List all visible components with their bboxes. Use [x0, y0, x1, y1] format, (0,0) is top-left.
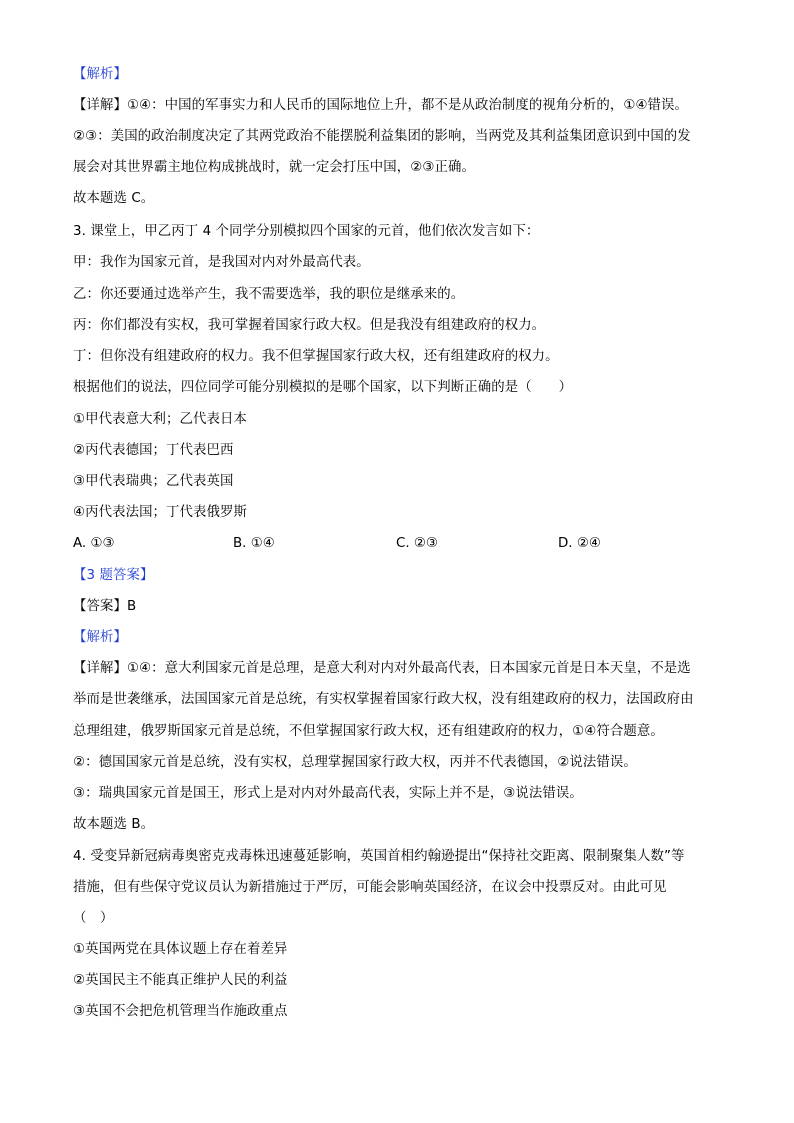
- statement-item: ①甲代表意大利；乙代表日本: [73, 412, 247, 427]
- detail-text: 【详解】①④：意大利国家元首是总理，是意大利对内对外最高代表，日本国家元首是日本天皇，不是选: [73, 661, 691, 676]
- speech-bing: 丙：你们都没有实权，我可掌握着国家行政大权。但是我没有组建政府的权力。: [73, 318, 546, 333]
- statement-item: ②英国民主不能真正维护人民的利益: [73, 973, 288, 988]
- speech-jia: 甲：我作为国家元首，是我国对内对外最高代表。: [73, 255, 370, 270]
- answer-text: 【答案】B: [73, 599, 137, 614]
- statement-item: ①英国两党在具体议题上存在着差异: [73, 942, 288, 957]
- conclusion-text: 故本题选 C。: [73, 191, 155, 206]
- detail-text: ②：德国国家元首是总统，没有实权，总理掌握国家行政大权，丙并不代表德国，②说法错误。: [73, 755, 637, 770]
- statement-item: ④丙代表法国；丁代表俄罗斯: [73, 505, 247, 520]
- detail-text: 举而是世袭继承，法国国家元首是总统，有实权掌握着国家行政大权，没有组建政府的权力，法国政府由: [73, 692, 694, 707]
- statement-item: ②丙代表德国；丁代表巴西: [73, 443, 234, 458]
- detail-text: 总理组建，俄罗斯国家元首是总统，不但掌握国家行政大权，还有组建政府的权力，①④符合题意。: [73, 724, 664, 739]
- question-prompt: 根据他们的说法，四位同学可能分别模拟的是哪个国家，以下判断正确的是（ ）: [73, 380, 573, 395]
- detail-text: ②③：美国的政治制度决定了其两党政治不能摆脱利益集团的影响，当两党及其利益集团意识到中国的发: [73, 129, 691, 144]
- question-blank: （ ）: [73, 911, 114, 926]
- option-d: D. ②④: [558, 536, 601, 551]
- statement-item: ③英国不会把危机管理当作施政重点: [73, 1004, 288, 1019]
- detail-text: 【详解】①④：中国的军事实力和人民币的国际地位上升，都不是从政治制度的视角分析的，①④错误。: [73, 98, 689, 113]
- answer-header: 【3 题答案】: [73, 568, 154, 583]
- question-stem: 4. 受变异新冠病毒奥密克戎毒株迅速蔓延影响，英国首相约翰逊提出“保持社交距离、限制聚集人数”等: [73, 849, 685, 864]
- speech-ding: 丁：但你没有组建政府的权力。我不但掌握国家行政大权，还有组建政府的权力。: [73, 349, 559, 364]
- speech-yi: 乙：你还要通过选举产生，我不需要选举，我的职位是继承来的。: [73, 287, 465, 302]
- option-a: A. ①③: [73, 536, 115, 551]
- detail-text: ③：瑞典国家元首是国王，形式上是对内对外最高代表，实际上并不是，③说法错误。: [73, 786, 583, 801]
- question-stem: 3. 课堂上，甲乙丙丁 4 个同学分别模拟四个国家的元首，他们依次发言如下：: [73, 224, 540, 239]
- conclusion-text: 故本题选 B。: [73, 817, 155, 832]
- analysis-label: 【解析】: [73, 630, 127, 645]
- option-c: C. ②③: [396, 536, 438, 551]
- analysis-label: 【解析】: [73, 67, 127, 82]
- question-stem: 措施，但有些保守党议员认为新措施过于严厉，可能会影响英国经济，在议会中投票反对。由此可见: [73, 880, 667, 895]
- detail-text: 展会对其世界霸主地位构成挑战时，就一定会打压中国，②③正确。: [73, 160, 475, 175]
- option-b: B. ①④: [233, 536, 275, 551]
- statement-item: ③甲代表瑞典；乙代表英国: [73, 474, 234, 489]
